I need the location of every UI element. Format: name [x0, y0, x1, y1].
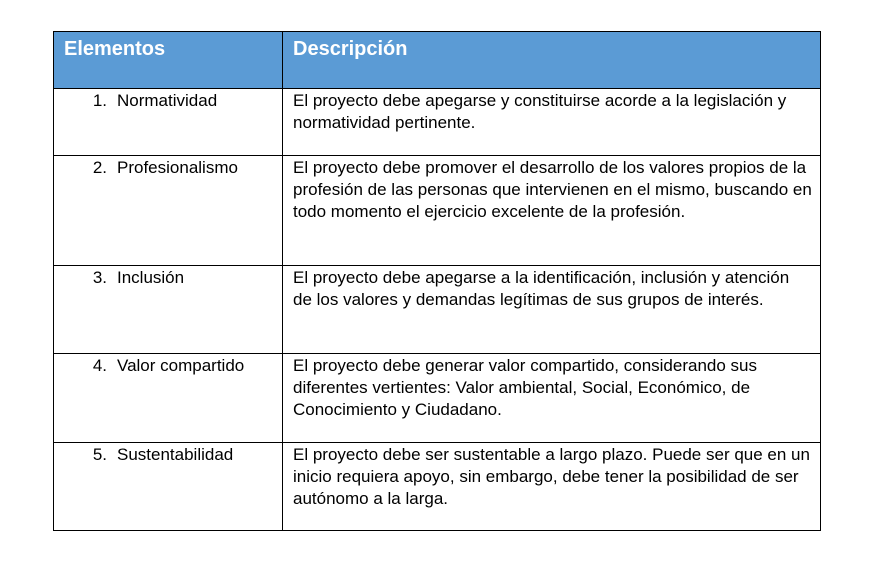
table-row — [54, 354, 821, 443]
table-row — [54, 266, 821, 354]
element-label: Normatividad — [117, 91, 218, 110]
element-number: 4. — [92, 356, 107, 375]
description-cell: El proyecto debe apegarse y constituirse acorde a la legislación y normatividad pertinente. — [283, 89, 821, 156]
header-descripcion: Descripción — [283, 32, 821, 89]
element-cell — [54, 89, 283, 156]
element-number: 1. — [92, 91, 107, 110]
element-cell — [54, 266, 283, 354]
element-cell — [54, 443, 283, 531]
table-row — [54, 89, 821, 156]
description-cell: El proyecto debe promover el desarrollo de los valores propios de la profesión de las personas que intervienen en el mismo, buscando en todo momento el ejercicio excelente de la profesión. — [283, 156, 821, 266]
element-cell — [54, 156, 283, 266]
description-cell: El proyecto debe ser sustentable a largo plazo. Puede ser que en un inicio requiera apoyo, sin embargo, debe tener la posibilidad de ser autónomo a la larga. — [283, 443, 821, 531]
table-row — [54, 443, 821, 531]
description-cell: El proyecto debe apegarse a la identificación, inclusión y atención de los valores y demandas legítimas de sus grupos de interés. — [283, 266, 821, 354]
header-elementos: Elementos — [54, 32, 283, 89]
element-label: Valor compartido — [117, 356, 245, 375]
table-row — [54, 156, 821, 266]
element-number: 3. — [92, 268, 107, 287]
element-number: 2. — [92, 158, 107, 177]
element-label: Profesionalismo — [117, 158, 238, 177]
elements-table-container — [53, 31, 820, 531]
element-number: 5. — [92, 445, 107, 464]
table-body — [54, 89, 821, 531]
description-cell: El proyecto debe generar valor compartido, considerando sus diferentes vertientes: Valor ambiental, Social, Económico, de Conocimiento y Ciudadano. — [283, 354, 821, 443]
header-row — [54, 32, 821, 89]
element-label: Inclusión — [117, 268, 185, 287]
element-label: Sustentabilidad — [117, 445, 234, 464]
element-cell — [54, 354, 283, 443]
elements-table — [53, 31, 821, 531]
table-header — [54, 32, 821, 89]
